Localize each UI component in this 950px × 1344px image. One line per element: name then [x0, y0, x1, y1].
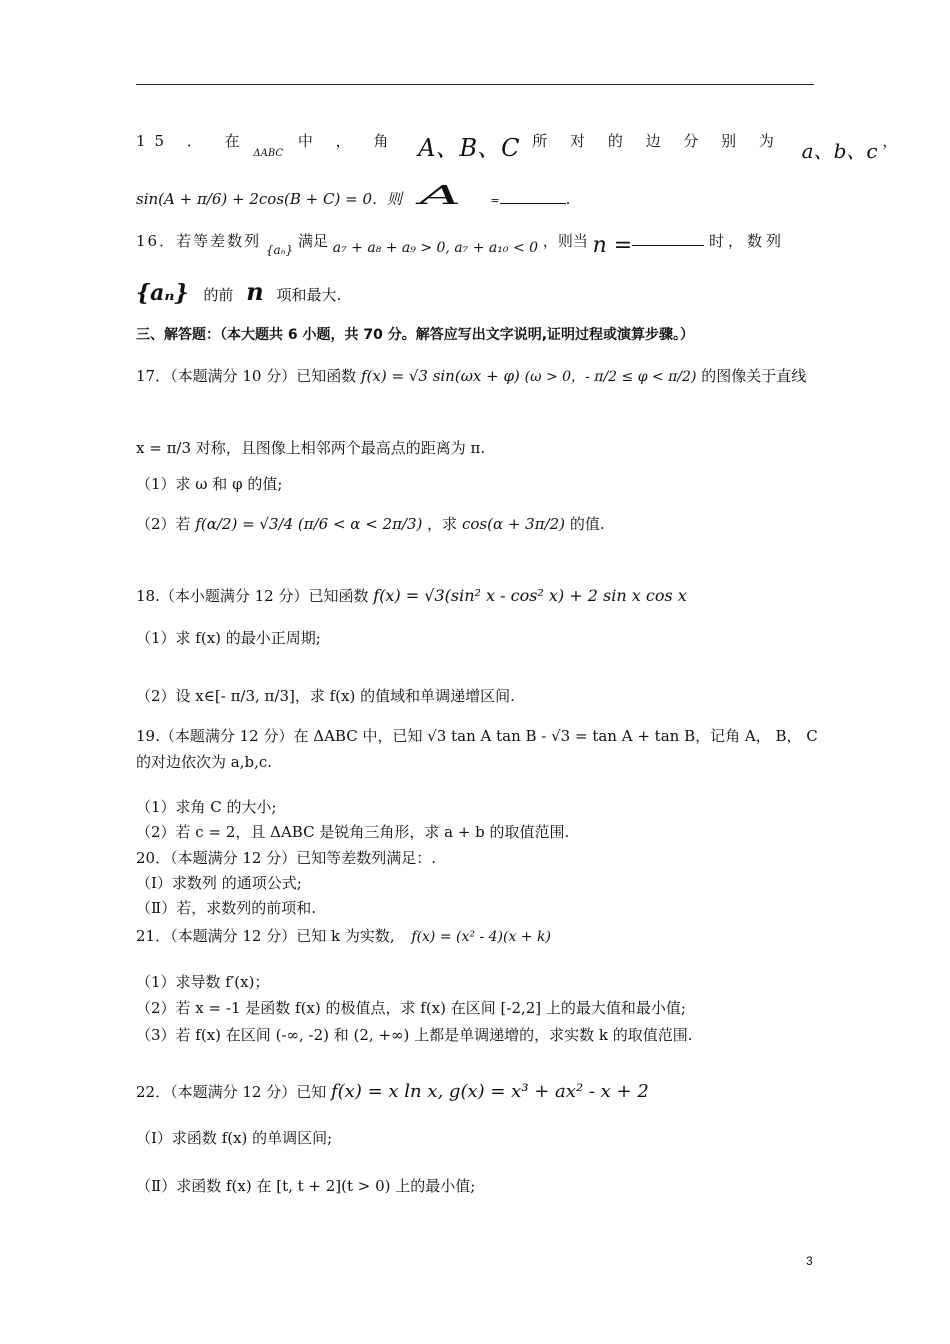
q16-text2: ，则当 — [542, 232, 588, 250]
q22-part2: （Ⅱ）求函数 f(x) 在 [t, t + 2](t > 0) 上的最小值; — [136, 1177, 476, 1195]
q15-equation: sin(A + π/6) + 2cos(B + C) = 0．则 — [136, 190, 402, 208]
section-heading: 三、解答题：（本大题共 6 小题，共 70 分。解答应写出文字说明,证明过程或演算步骤。） — [136, 327, 695, 343]
q15-text2: 所 对 的 边 分 别 为 — [532, 132, 783, 150]
q17-lead: 17．（本题满分 10 分）已知函数 — [136, 367, 357, 385]
q17-part2-expr: f(α/2) = √3/4 (π/6 < α < 2π/3) — [195, 515, 423, 533]
q17-part2 — [136, 514, 605, 534]
header-rule — [136, 84, 814, 85]
q16-condition: a₇ + a₈ + a₉ > 0, a₇ + a₁₀ < 0 — [332, 240, 539, 256]
q17-part2-tail: 的值. — [569, 515, 605, 533]
q15-answer-blank — [500, 191, 566, 204]
q21-part1: （1）求导数 f′(x)； — [136, 973, 270, 991]
q16-answer-blank — [632, 233, 704, 246]
q15-triangle: ΔABC — [253, 148, 284, 159]
q19-line2: 的对边依次为 a,b,c. — [136, 753, 273, 771]
q18-part1: （1）求 f(x) 的最小正周期; — [136, 629, 321, 647]
q17-line1 — [136, 366, 806, 387]
q16-sequence-big: {aₙ} — [136, 280, 189, 306]
q16-n2: n — [246, 277, 264, 306]
q17-part2-mid: ，求 — [427, 515, 458, 533]
q16-n: n = — [592, 233, 633, 258]
q15-dot: . — [565, 190, 571, 208]
q15-line1: 15 ． 在 $_{\Delta ABC}$ 中 ， 角 A、B、C 所 对 的 边 分 别 为 a、b、c ， — [136, 132, 898, 163]
q20-part1: （Ⅰ）求数列 的通项公式; — [136, 874, 302, 892]
q17-condition: (ω > 0，- π/2 ≤ φ < π/2) — [524, 369, 697, 385]
q17-part2-expr2: cos(α + 3π/2) — [461, 515, 566, 533]
q21-lead: 21．（本题满分 12 分）已知 k 为实数, — [136, 927, 395, 945]
q18-function: f(x) = √3(sin² x - cos² x) + 2 sin x cos x — [373, 586, 687, 605]
q16-text4: 的前 — [203, 286, 234, 304]
q19-part1: （1）求角 C 的大小; — [136, 798, 277, 816]
q15-text: 中 ， 角 — [297, 132, 398, 150]
q19-part2: （2）若 c = 2，且 ΔABC 是锐角三角形，求 a + b 的取值范围. — [136, 823, 570, 841]
q21-line1 — [136, 926, 551, 947]
q16-text3: 时，数列 — [709, 232, 786, 250]
q16-line2 — [136, 277, 342, 306]
q19-line1: 19.（本题满分 12 分）在 ΔABC 中，已知 √3 tan A tan B - √3 = tan A + tan B，记角 A， B， C — [136, 727, 818, 745]
q15-sides: a、b、c — [801, 139, 878, 163]
q21-part2: （2）若 x = -1 是函数 f(x) 的极值点，求 f(x) 在区间 [-2,2] 上的最大值和最小值; — [136, 999, 686, 1017]
q16-text5: 项和最大. — [276, 286, 342, 304]
q15-number: 15 ． 在 — [136, 132, 249, 150]
q15-angles: A、B、C — [418, 134, 520, 162]
q16-text: 满足 — [297, 232, 328, 250]
q22-line1 — [136, 1082, 649, 1102]
q18-line1 — [136, 586, 687, 606]
q17-part2-lead: （2）若 — [136, 515, 191, 533]
q18-part2: （2）设 x∈[- π/3, π/3]，求 f(x) 的值域和单调递增区间. — [136, 687, 515, 705]
q22-part1: （Ⅰ）求函数 f(x) 的单调区间; — [136, 1129, 333, 1147]
q15-line2 — [136, 181, 571, 211]
q15-big-A: A — [419, 181, 461, 211]
q16-line1 — [136, 230, 786, 258]
q16-number: 16．若等差数列 — [136, 232, 262, 250]
q15-equals: = — [490, 194, 500, 207]
q18-lead: 18.（本小题满分 12 分）已知函数 — [136, 587, 369, 605]
q17-line2: x = π/3 对称，且图像上相邻两个最高点的距离为 π. — [136, 439, 486, 457]
q17-part1: （1）求 ω 和 φ 的值; — [136, 475, 283, 493]
q21-function: f(x) = (x² - 4)(x + k) — [411, 929, 551, 945]
q20-line1: 20．（本题满分 12 分）已知等差数列满足：. — [136, 849, 436, 867]
page-number: 3 — [806, 1254, 813, 1268]
q20-part2: （Ⅱ）若，求数列的前项和. — [136, 899, 316, 917]
q17-tail: 的图像关于直线 — [701, 367, 807, 385]
q22-lead: 22．（本题满分 12 分）已知 — [136, 1083, 327, 1101]
q17-function: f(x) = √3 sin(ωx + φ) — [361, 367, 520, 385]
q22-function: f(x) = x ln x, g(x) = x³ + ax² - x + 2 — [331, 1081, 649, 1102]
q21-part3: （3）若 f(x) 在区间 (-∞, -2) 和 (2, +∞) 上都是单调递增的，求实数 k 的取值范围. — [136, 1026, 693, 1044]
q16-sequence: {aₙ} — [265, 243, 294, 257]
